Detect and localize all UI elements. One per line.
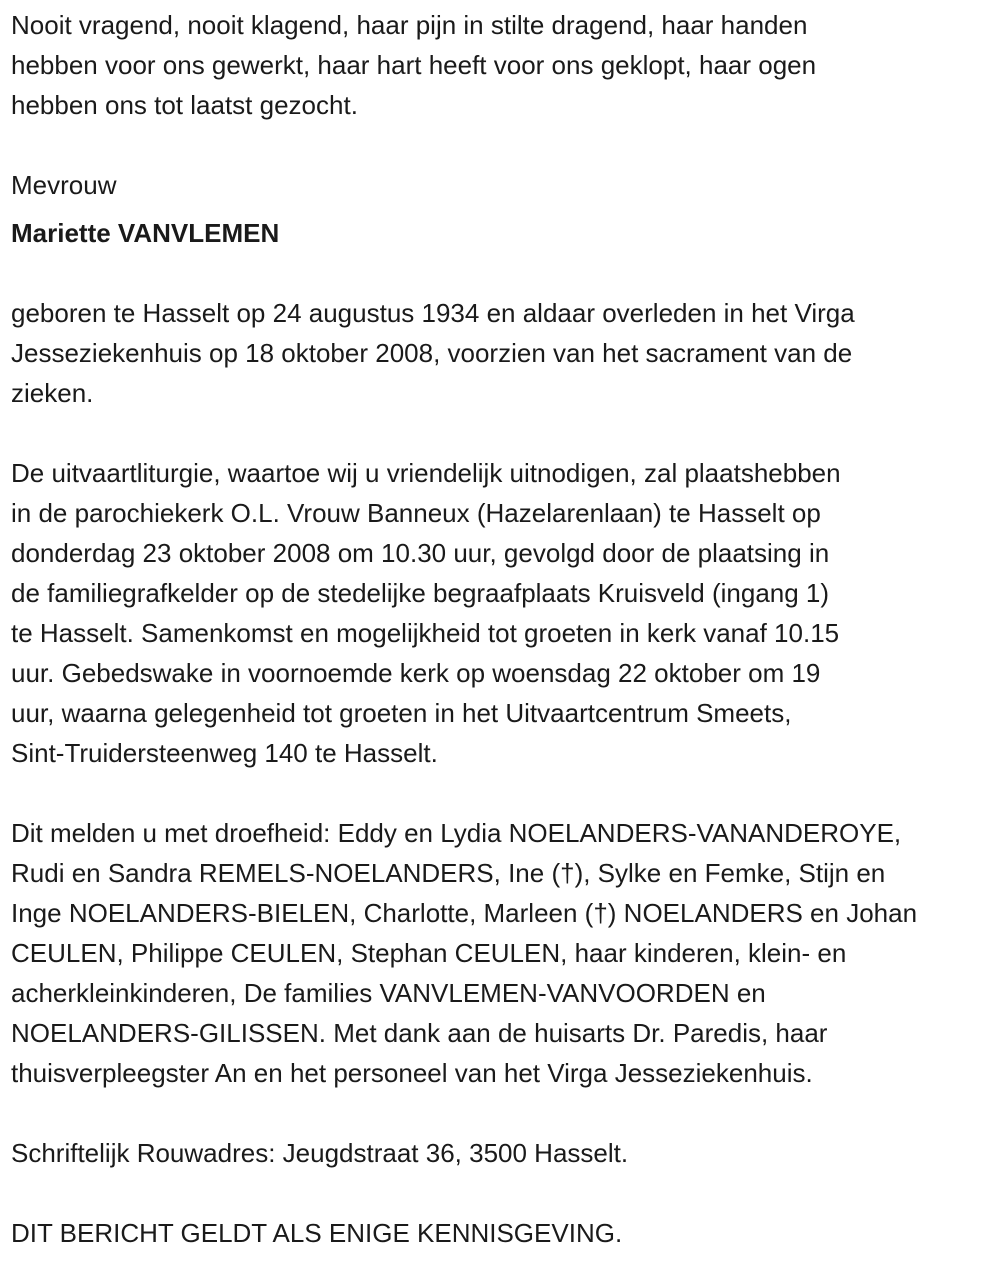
text-line: thuisverpleegster An en het personeel van het Virga Jesseziekenhuis. <box>11 1058 813 1088</box>
salutation: Mevrouw <box>11 170 117 200</box>
text-line: Inge NOELANDERS-BIELEN, Charlotte, Marleen (†) NOELANDERS en Johan <box>11 898 918 928</box>
text-line: Nooit vragend, nooit klagend, haar pijn in stilte dragend, haar handen <box>11 10 808 40</box>
mourning-address: Schriftelijk Rouwadres: Jeugdstraat 36, 3500 Hasselt. <box>11 1138 629 1168</box>
intro-paragraph <box>11 5 1000 125</box>
text-line: donderdag 23 oktober 2008 om 10.30 uur, gevolgd door de plaatsing in <box>11 538 830 568</box>
text-line: uur, waarna gelegenheid tot groeten in het Uitvaartcentrum Smeets, <box>11 698 792 728</box>
deceased-name: Mariette VANVLEMEN <box>11 218 280 248</box>
text-line: uur. Gebedswake in voornoemde kerk op woensdag 22 oktober om 19 <box>11 658 821 688</box>
family-paragraph <box>11 813 1000 1093</box>
text-line: De uitvaartliturgie, waartoe wij u vriendelijk uitnodigen, zal plaatshebben <box>11 458 841 488</box>
text-line: hebben ons tot laatst gezocht. <box>11 90 358 120</box>
text-line: de familiegrafkelder op de stedelijke begraafplaats Kruisveld (ingang 1) <box>11 578 830 608</box>
text-line: in de parochiekerk O.L. Vrouw Banneux (Hazelarenlaan) te Hasselt op <box>11 498 821 528</box>
text-line: te Hasselt. Samenkomst en mogelijkheid tot groeten in kerk vanaf 10.15 <box>11 618 840 648</box>
text-line: CEULEN, Philippe CEULEN, Stephan CEULEN, haar kinderen, klein- en <box>11 938 847 968</box>
text-line: Rudi en Sandra REMELS-NOELANDERS, Ine (†), Sylke en Femke, Stijn en <box>11 858 886 888</box>
text-line: acherkleinkinderen, De families VANVLEMEN-VANVOORDEN en <box>11 978 766 1008</box>
notice-statement: DIT BERICHT GELDT ALS ENIGE KENNISGEVING. <box>11 1218 623 1248</box>
text-line: NOELANDERS-GILISSEN. Met dank aan de huisarts Dr. Paredis, haar <box>11 1018 828 1048</box>
text-line: Sint-Truidersteenweg 140 te Hasselt. <box>11 738 438 768</box>
birth-paragraph <box>11 293 1000 413</box>
text-line: zieken. <box>11 378 94 408</box>
text-line: geboren te Hasselt op 24 augustus 1934 en aldaar overleden in het Virga <box>11 298 855 328</box>
text-line: hebben voor ons gewerkt, haar hart heeft voor ons geklopt, haar ogen <box>11 50 817 80</box>
text-line: Jesseziekenhuis op 18 oktober 2008, voorzien van het sacrament van de <box>11 338 853 368</box>
funeral-paragraph <box>11 453 1000 773</box>
text-line: Dit melden u met droefheid: Eddy en Lydia NOELANDERS-VANANDEROYE, <box>11 818 902 848</box>
obituary-document <box>11 5 1000 1253</box>
